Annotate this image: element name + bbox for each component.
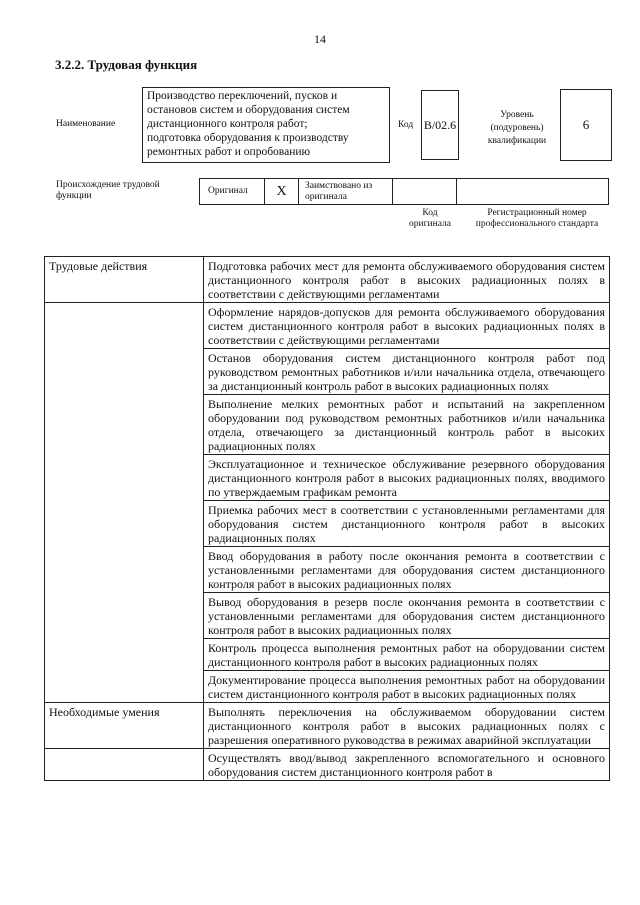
table-row <box>45 639 610 671</box>
row-header <box>45 303 204 349</box>
row-header: Трудовые действия <box>45 257 204 303</box>
code-original-cell <box>392 178 457 205</box>
function-name-line: остановов систем и оборудования систем <box>147 104 350 116</box>
table-row <box>45 395 610 455</box>
origin-label: Происхождение трудовой функции <box>56 180 160 201</box>
row-text: Подготовка рабочих мест для ремонта обслуживаемого оборудования систем дистанционного контроля работ в высоких радиационных полях в соответствии с действующими регламентами <box>204 257 610 303</box>
row-header <box>45 671 204 703</box>
origin-table <box>199 178 610 205</box>
row-header <box>45 501 204 547</box>
table-row <box>45 257 610 303</box>
row-text: Ввод оборудования в работу после окончания ремонта в соответствии с установленными регламентами для оборудования систем дистанционного контроля работ в высоких радиационных полях <box>204 547 610 593</box>
table-row <box>45 703 610 749</box>
row-text: Вывод оборудования в резерв после окончания ремонта в соответствии с установленными регламентами для оборудования систем дистанционного контроля работ в высоких радиационных полях <box>204 593 610 639</box>
row-text: Приемка рабочих мест в соответствии с установленными регламентами для оборудования систем дистанционного контроля работ в высоких радиационных полях <box>204 501 610 547</box>
table-row <box>45 501 610 547</box>
row-header <box>45 547 204 593</box>
page-number: 14 <box>314 32 326 46</box>
section-title: 3.2.2. Трудовая функция <box>55 57 198 72</box>
function-name-line: подготовка оборудования к производству <box>147 132 349 144</box>
row-text: Документирование процесса выполнения ремонтных работ на оборудовании систем дистанционного контроля работ в высоких радиационных полях <box>204 671 610 703</box>
row-header: Необходимые умения <box>45 703 204 749</box>
table-row <box>45 593 610 639</box>
table-row <box>45 749 610 781</box>
row-text: Осуществлять ввод/вывод закрепленного вспомогательного и основного оборудования систем дистанционного контроля работ в <box>204 749 610 781</box>
row-text: Контроль процесса выполнения ремонтных работ на оборудовании систем дистанционного контроля работ в высоких радиационных полях <box>204 639 610 671</box>
reg-number-caption: Регистрационный номер профессионального стандарта <box>475 208 599 229</box>
row-header <box>45 593 204 639</box>
code-label: Код <box>398 120 414 130</box>
table-row <box>45 547 610 593</box>
level-label: Уровень (подуровень) квалификации <box>487 110 547 146</box>
table-row <box>45 303 610 349</box>
table-row <box>45 671 610 703</box>
borrowed-label: Заимствовано из оригинала <box>298 178 393 205</box>
function-name-line: Производство переключений, пусков и <box>147 90 338 102</box>
row-text: Выполнять переключения на обслуживаемом оборудовании систем дистанционного контроля работ в высоких радиационных полях с разрешения оперативного руководства в режимах аварийной эксплуатации <box>204 703 610 749</box>
level-value: 6 <box>560 89 612 161</box>
row-text: Эксплуатационное и техническое обслуживание резервного оборудования дистанционного контроля работ в высоких радиационных полях, вводимого по утверждаемым графикам ремонта <box>204 455 610 501</box>
row-header <box>45 749 204 781</box>
code-value: B/02.6 <box>421 90 459 160</box>
function-name-box <box>142 87 390 163</box>
row-header <box>45 639 204 671</box>
table-row <box>45 455 610 501</box>
code-original-caption: Код оригинала <box>409 208 451 229</box>
function-name-line: дистанционного контроля работ; <box>147 118 308 130</box>
row-header <box>45 455 204 501</box>
original-mark: X <box>264 178 299 205</box>
row-text: Оформление нарядов-допусков для ремонта обслуживаемого оборудования систем дистанционного контроля работ в высоких радиационных полях в соответствии с действующими регламентами <box>204 303 610 349</box>
function-name-line: ремонтных работ и опробованию <box>147 146 311 158</box>
row-header <box>45 349 204 395</box>
row-header <box>45 395 204 455</box>
row-text: Выполнение мелких ремонтных работ и испытаний на закрепленном оборудовании под руководством ремонтных работников и/или начальника отдела, отвечающего за дистанционный контроль работ в высоких радиационных полях <box>204 395 610 455</box>
original-label: Оригинал <box>199 178 265 205</box>
functions-table <box>44 256 610 781</box>
row-text: Останов оборудования систем дистанционного контроля работ под руководством ремонтных работников и/или начальника отдела, отвечающего за дистанционный контроль работ в высоких радиационных полях <box>204 349 610 395</box>
name-label: Наименование <box>56 119 116 129</box>
reg-number-cell <box>456 178 609 205</box>
table-row <box>45 349 610 395</box>
